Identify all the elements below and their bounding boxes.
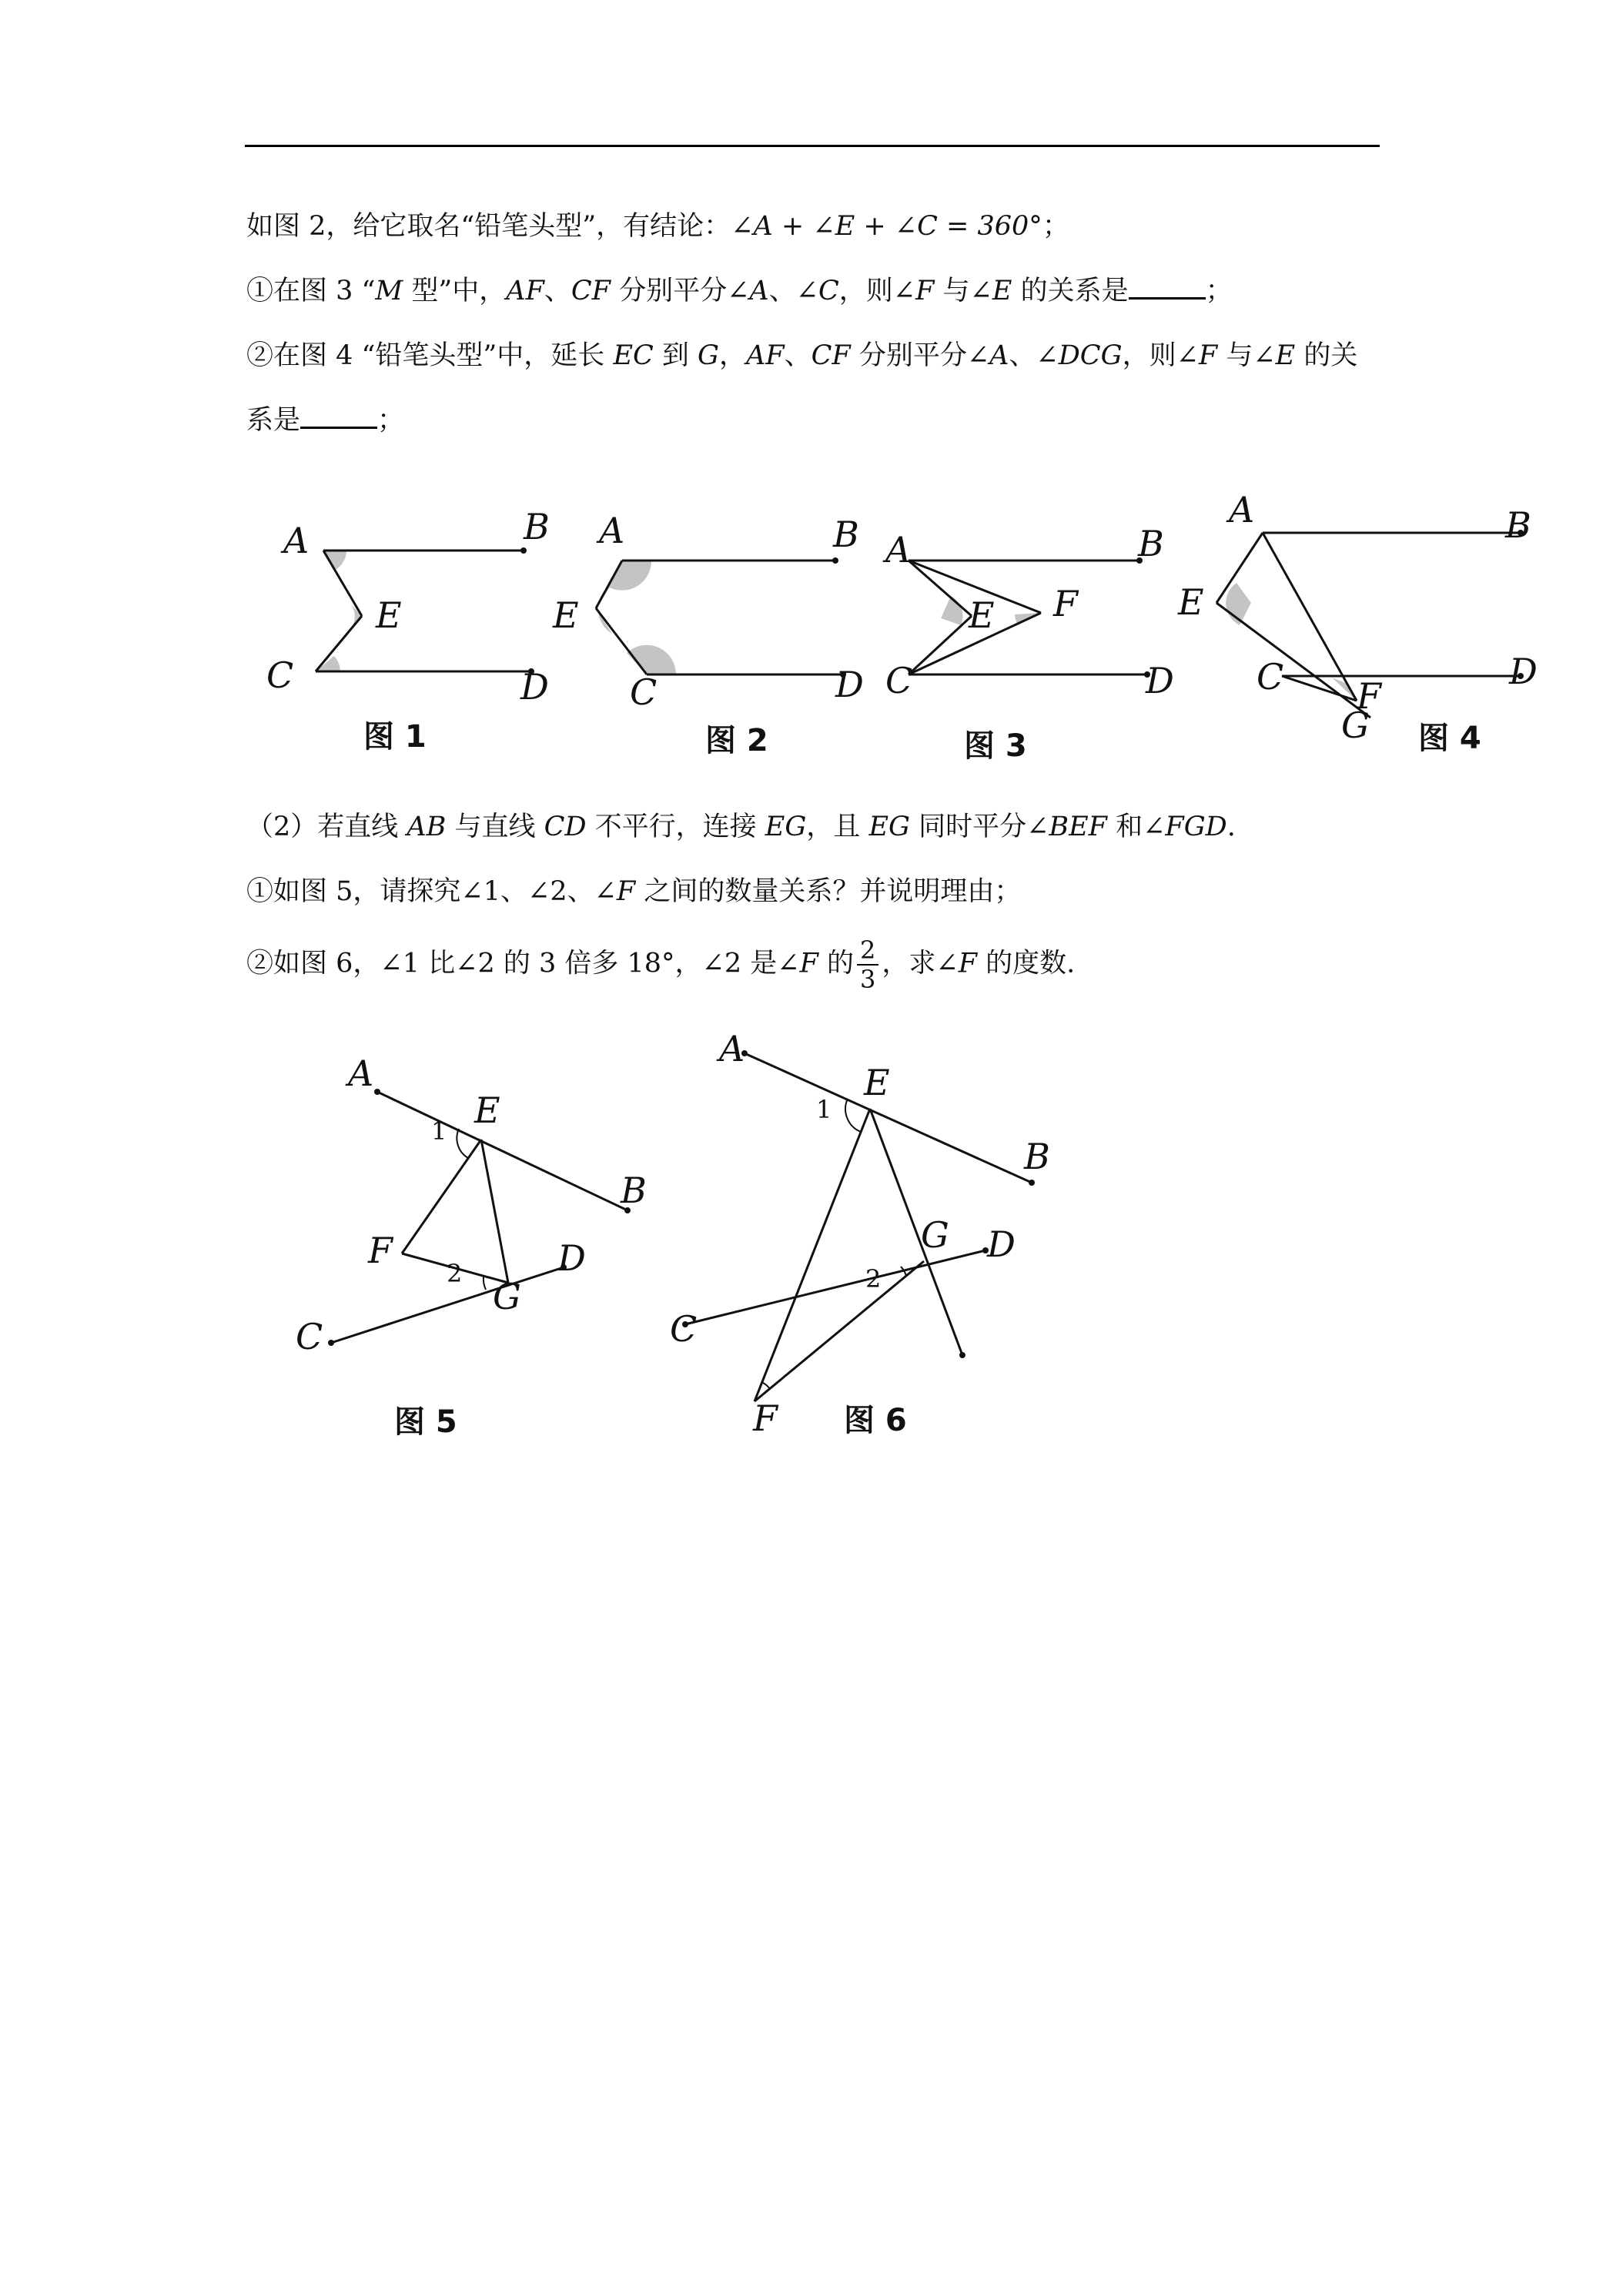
fig5-label-D: D: [557, 1237, 586, 1279]
fig6-label-angle-2: 2: [865, 1264, 882, 1294]
fig2-label-C: C: [630, 671, 658, 713]
fig6-line-CD: [685, 1250, 986, 1324]
figure-2: [596, 561, 843, 674]
txt: ，: [719, 340, 747, 371]
fig6-point-B: [1029, 1180, 1035, 1186]
txt: 同时平分∠: [909, 812, 1049, 842]
txt: ，则∠: [1122, 340, 1199, 371]
fig6-label-angle-1: 1: [816, 1095, 832, 1124]
angle-sum-formula: ∠A + ∠E + ∠C = 360°: [731, 211, 1042, 242]
fig3-label-E: E: [969, 594, 995, 636]
txt: 不平行，连接: [586, 812, 765, 842]
fig5-label-B: B: [621, 1170, 647, 1211]
fig3-segment-AE: [909, 561, 972, 616]
fig1-label-C: C: [266, 654, 294, 696]
txt: 的: [818, 948, 854, 979]
txt: 之间的数量关系？并说明理由；: [635, 876, 1022, 907]
txt: 分别平分∠: [610, 276, 750, 306]
txt: ②如图 6，∠1 比∠2 的 3 倍多 18°，∠2 是∠: [246, 948, 800, 979]
fig5-label-angle-1: 1: [431, 1116, 447, 1146]
txt: ，且: [806, 812, 869, 842]
fig3-label-A: A: [885, 529, 912, 571]
fig1-label-D: D: [520, 666, 549, 708]
txt: 、: [544, 276, 571, 306]
txt: ①如图 5，请探究∠1、∠2、∠: [246, 876, 617, 907]
punct: ；: [1042, 211, 1069, 242]
var: AB: [407, 812, 447, 842]
txt: 分别平分∠: [850, 340, 990, 371]
fig6-label-B: B: [1024, 1136, 1050, 1177]
txt: ，则∠: [838, 276, 916, 306]
var: CF: [571, 276, 611, 306]
fig3-angle-E: [941, 596, 962, 625]
txt: 与∠: [1217, 340, 1276, 371]
fig4-label-A: A: [1229, 489, 1255, 530]
fig6-segment-EF: [755, 1109, 870, 1401]
fig3-label-D: D: [1146, 660, 1174, 701]
fig2-caption: 图 2: [705, 723, 768, 758]
fig1-angle-A: [323, 551, 346, 570]
txt: 到: [653, 340, 698, 371]
fig3-label-B: B: [1138, 523, 1164, 564]
fig1-segment-EC: [316, 616, 362, 671]
txt: 系是: [246, 405, 301, 436]
var: F: [915, 276, 935, 306]
fig4-caption: 图 4: [1418, 721, 1481, 756]
fig6-arc-angle-F: [761, 1382, 770, 1389]
var: BEF: [1049, 812, 1107, 842]
txt: 、∠: [1009, 340, 1059, 371]
figure-3: [909, 561, 1147, 674]
fig4-label-D: D: [1509, 651, 1538, 692]
figure-6: [685, 1053, 1032, 1401]
var: CD: [544, 812, 587, 842]
fig6-point-end: [959, 1352, 965, 1358]
fig2-label-A: A: [599, 510, 625, 551]
var: DCG: [1058, 340, 1123, 371]
var: F: [958, 948, 977, 979]
fig3-caption: 图 3: [964, 728, 1027, 764]
txt: ①在图 3 “: [246, 276, 376, 306]
fig2-point-B: [832, 557, 838, 564]
fig6-caption: 图 6: [844, 1403, 907, 1438]
fig1-caption: 图 1: [363, 719, 427, 755]
fraction-denominator: 3: [860, 965, 876, 994]
fig3-label-C: C: [885, 660, 913, 701]
fig5-label-F: F: [368, 1230, 393, 1271]
fig1-label-E: E: [376, 594, 402, 636]
var: F: [616, 876, 636, 907]
var: EG: [868, 812, 910, 842]
fig5-arc-angle-2: [484, 1277, 486, 1290]
fig4-label-C: C: [1257, 656, 1284, 698]
txt: 与直线: [446, 812, 544, 842]
fig1-point-B: [520, 547, 527, 554]
fig3-label-F: F: [1053, 583, 1078, 624]
fig3-segment-EC: [909, 616, 972, 674]
fig5-label-angle-2: 2: [447, 1259, 463, 1288]
fig4-label-G: G: [1341, 705, 1370, 746]
fig6-segment-FG: [755, 1261, 924, 1401]
fig5-label-C: C: [296, 1316, 323, 1357]
var: EC: [613, 340, 654, 371]
var: G: [698, 340, 720, 371]
txt: 、∠: [768, 276, 819, 306]
fig1-label-B: B: [524, 506, 550, 547]
txt: 与∠: [934, 276, 992, 306]
statement-text: 如图 2，给它取名“铅笔头型”，有结论：: [246, 211, 731, 242]
txt: 型”中，: [403, 276, 507, 306]
fig5-point-A: [374, 1089, 380, 1095]
var: AF: [746, 340, 785, 371]
fig5-label-E: E: [474, 1089, 500, 1131]
var: C: [818, 276, 839, 306]
fig4-label-F: F: [1357, 675, 1381, 717]
fig5-segment-EF: [402, 1140, 481, 1253]
var: A: [749, 276, 769, 306]
fig5-label-A: A: [348, 1053, 374, 1094]
var: M: [375, 276, 403, 306]
fig6-label-A: A: [719, 1028, 745, 1069]
var: F: [1198, 340, 1218, 371]
txt: ，求∠: [882, 948, 959, 979]
var: FGD: [1165, 812, 1227, 842]
fig4-segment-EG: [1216, 603, 1370, 718]
fig6-label-F: F: [753, 1397, 778, 1439]
txt: 的关: [1295, 340, 1358, 371]
fig2-label-B: B: [833, 514, 859, 555]
txt: .: [1226, 812, 1236, 842]
fig4-label-E: E: [1178, 581, 1204, 623]
txt: ②在图 4 “铅笔头型”中，延长: [246, 340, 614, 371]
fig5-segment-EG: [481, 1140, 508, 1283]
txt: 和∠: [1106, 812, 1166, 842]
figure-1: [316, 551, 531, 671]
var: A: [989, 340, 1009, 371]
txt: 的关系是: [1012, 276, 1129, 306]
fraction-numerator: 2: [857, 938, 878, 966]
var: F: [799, 948, 818, 979]
txt: 、: [784, 340, 812, 371]
fig6-label-D: D: [987, 1223, 1016, 1265]
fig2-label-E: E: [553, 594, 579, 636]
fig2-label-D: D: [835, 664, 864, 705]
txt: ；: [1205, 276, 1233, 306]
fig6-label-C: C: [670, 1308, 698, 1350]
fig6-label-E: E: [864, 1062, 890, 1103]
txt: ；: [377, 405, 405, 436]
var: E: [1275, 340, 1296, 371]
var: AF: [506, 276, 544, 306]
fig1-label-A: A: [283, 520, 310, 561]
fig5-line-AB: [377, 1092, 627, 1210]
txt: 的度数.: [976, 948, 1076, 979]
fig6-label-G: G: [921, 1214, 949, 1256]
fig2-segment-EC: [596, 608, 647, 674]
var: CF: [811, 340, 851, 371]
var: EG: [765, 812, 807, 842]
fig4-label-B: B: [1505, 504, 1531, 546]
fig5-label-G: G: [493, 1276, 521, 1317]
var: E: [992, 276, 1012, 306]
fig5-caption: 图 5: [394, 1404, 457, 1440]
fig5-point-C: [328, 1340, 334, 1346]
txt: （2）若直线: [246, 812, 407, 842]
